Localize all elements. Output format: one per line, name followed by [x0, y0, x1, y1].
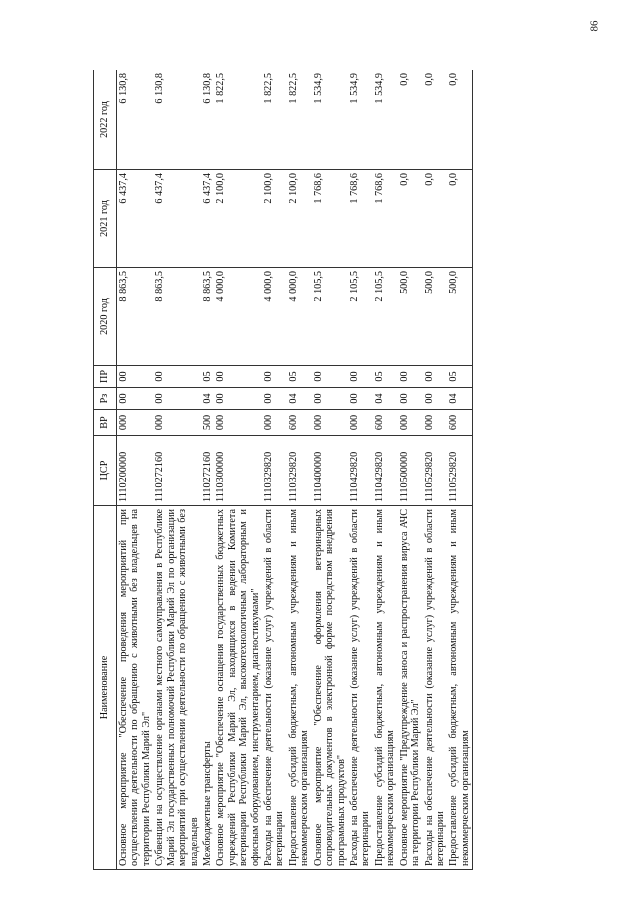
- row-rz: 04: [287, 388, 312, 410]
- row-csr: 1110529820: [447, 436, 472, 506]
- row-pr: 05: [373, 366, 398, 388]
- row-pr: 00: [348, 366, 373, 388]
- row-pr: 05: [201, 366, 214, 388]
- row-rz: 00: [214, 388, 262, 410]
- row-2022: 1 822,5: [262, 70, 287, 170]
- row-name: Основное мероприятие "Предупреждение заноса и распространения вируса АЧС на территории Республики Марий Эл": [398, 506, 423, 870]
- row-name: Основное мероприятие "Обеспечение проведения мероприятий при осуществлении деятельности по обращению с животными без владельцев на территории Республики Марий Эл": [117, 506, 154, 870]
- row-rz: 04: [373, 388, 398, 410]
- row-rz: 00: [262, 388, 287, 410]
- header-csr: ЦСР: [94, 436, 117, 506]
- header-name: Наименование: [94, 506, 117, 870]
- row-csr: 1110329820: [287, 436, 312, 506]
- row-rz: 00: [153, 388, 201, 410]
- row-2020: 500,0: [423, 268, 448, 366]
- row-2022: 0,0: [447, 70, 472, 170]
- row-rz: 00: [117, 388, 154, 410]
- row-name: Субвенции на осуществление органами местного самоуправления в Республике Марий Эл государственных полномочий Республики Марий Эл по организации мероприятий при осуществлении деятельности по обращению с животными без владельцев: [153, 506, 201, 870]
- row-2020: 500,0: [398, 268, 423, 366]
- row-csr: 1110429820: [373, 436, 398, 506]
- row-2022: 1 822,5: [287, 70, 312, 170]
- header-2020: 2020 год: [94, 268, 117, 366]
- row-rz: 04: [201, 388, 214, 410]
- table-row: [447, 70, 472, 870]
- header-rz: Рз: [94, 388, 117, 410]
- row-2021: 2 100,0: [287, 170, 312, 268]
- row-csr: 1110429820: [348, 436, 373, 506]
- row-csr: 1110300000: [214, 436, 262, 506]
- row-2021: 1 768,6: [312, 170, 348, 268]
- table-row: [201, 70, 214, 870]
- row-vr: 500: [201, 410, 214, 436]
- row-rz: 00: [423, 388, 448, 410]
- table-body: [117, 70, 473, 870]
- row-2021: 2 100,0: [214, 170, 262, 268]
- row-rz: 04: [447, 388, 472, 410]
- row-name: Расходы на обеспечение деятельности (оказание услуг) учреждений в области ветеринарии: [423, 506, 448, 870]
- table-row: [423, 70, 448, 870]
- row-2022: 6 130,8: [117, 70, 154, 170]
- row-vr: 000: [214, 410, 262, 436]
- row-vr: 600: [287, 410, 312, 436]
- row-2020: 8 863,5: [201, 268, 214, 366]
- row-name: Межбюджетные трансферты: [201, 506, 214, 870]
- row-2022: 0,0: [398, 70, 423, 170]
- row-vr: 000: [153, 410, 201, 436]
- row-vr: 600: [447, 410, 472, 436]
- row-2020: 500,0: [447, 268, 472, 366]
- row-pr: 00: [153, 366, 201, 388]
- row-vr: 000: [262, 410, 287, 436]
- row-2021: 0,0: [398, 170, 423, 268]
- row-vr: 000: [312, 410, 348, 436]
- row-csr: 1110329820: [262, 436, 287, 506]
- row-2021: 2 100,0: [262, 170, 287, 268]
- table-row: [398, 70, 423, 870]
- page-number: 86: [588, 20, 601, 32]
- row-2020: 2 105,5: [373, 268, 398, 366]
- row-pr: 05: [287, 366, 312, 388]
- row-2022: 1 534,9: [373, 70, 398, 170]
- row-2021: 0,0: [423, 170, 448, 268]
- row-2020: 4 000,0: [214, 268, 262, 366]
- row-2021: 6 437,4: [201, 170, 214, 268]
- row-pr: 00: [262, 366, 287, 388]
- table-row: [348, 70, 373, 870]
- row-name: Предоставление субсидий бюджетным, автономным учреждениям и иным некоммерческим организациям: [287, 506, 312, 870]
- row-2021: 6 437,4: [117, 170, 154, 268]
- row-2020: 2 105,5: [348, 268, 373, 366]
- row-rz: 00: [312, 388, 348, 410]
- row-name: Предоставление субсидий бюджетным, автономным учреждениям и иным некоммерческим организациям: [373, 506, 398, 870]
- row-rz: 00: [398, 388, 423, 410]
- table-row: [117, 70, 154, 870]
- row-csr: 1110272160: [153, 436, 201, 506]
- row-name: Расходы на обеспечение деятельности (оказание услуг) учреждений в области ветеринарии: [262, 506, 287, 870]
- row-2020: 8 863,5: [153, 268, 201, 366]
- budget-table: [93, 70, 473, 870]
- table-header-row: [94, 70, 117, 870]
- table-row: [287, 70, 312, 870]
- row-2021: 1 768,6: [348, 170, 373, 268]
- row-2020: 2 105,5: [312, 268, 348, 366]
- header-2022: 2022 год: [94, 70, 117, 170]
- row-2022: 1 822,5: [214, 70, 262, 170]
- row-2020: 4 000,0: [262, 268, 287, 366]
- row-name: Основное мероприятие "Обеспечение оформления ветеринарных сопроводительных документов в электронной форме посредством внедрения программных продуктов": [312, 506, 348, 870]
- row-csr: 1110400000: [312, 436, 348, 506]
- rotated-table-inner: [93, 70, 563, 870]
- header-vr: ВР: [94, 410, 117, 436]
- row-2021: 1 768,6: [373, 170, 398, 268]
- table-row: [153, 70, 201, 870]
- row-csr: 1110500000: [398, 436, 423, 506]
- row-name: Предоставление субсидий бюджетным, автономным учреждениям и иным некоммерческим организациям: [447, 506, 472, 870]
- row-2022: 1 534,9: [348, 70, 373, 170]
- header-pr: ПР: [94, 366, 117, 388]
- row-pr: 00: [398, 366, 423, 388]
- row-2020: 8 863,5: [117, 268, 154, 366]
- row-csr: 1110529820: [423, 436, 448, 506]
- row-name: Основное мероприятие "Обеспечение оснащения государственных бюджетных учреждений Республики Марий Эл, находящихся в ведении Комитета ветеринарии Республики Марий Эл, высокотехнологичным лабораторным и офисным оборудованием, инструментарием, диагностикумами": [214, 506, 262, 870]
- table-row: [214, 70, 262, 870]
- row-vr: 000: [117, 410, 154, 436]
- row-vr: 000: [398, 410, 423, 436]
- row-name: Расходы на обеспечение деятельности (оказание услуг) учреждений в области ветеринарии: [348, 506, 373, 870]
- row-2022: 1 534,9: [312, 70, 348, 170]
- row-pr: 00: [423, 366, 448, 388]
- row-vr: 600: [373, 410, 398, 436]
- table-row: [262, 70, 287, 870]
- row-2021: 6 437,4: [153, 170, 201, 268]
- header-2021: 2021 год: [94, 170, 117, 268]
- row-2021: 0,0: [447, 170, 472, 268]
- row-pr: 00: [117, 366, 154, 388]
- table-row: [373, 70, 398, 870]
- row-pr: 00: [214, 366, 262, 388]
- row-vr: 000: [348, 410, 373, 436]
- row-2022: 6 130,8: [153, 70, 201, 170]
- table-row: [312, 70, 348, 870]
- row-2020: 4 000,0: [287, 268, 312, 366]
- row-2022: 6 130,8: [201, 70, 214, 170]
- rotated-table-container: [93, 70, 563, 870]
- row-csr: 1110272160: [201, 436, 214, 506]
- row-rz: 00: [348, 388, 373, 410]
- row-csr: 1110200000: [117, 436, 154, 506]
- row-pr: 00: [312, 366, 348, 388]
- row-2022: 0,0: [423, 70, 448, 170]
- row-vr: 000: [423, 410, 448, 436]
- row-pr: 05: [447, 366, 472, 388]
